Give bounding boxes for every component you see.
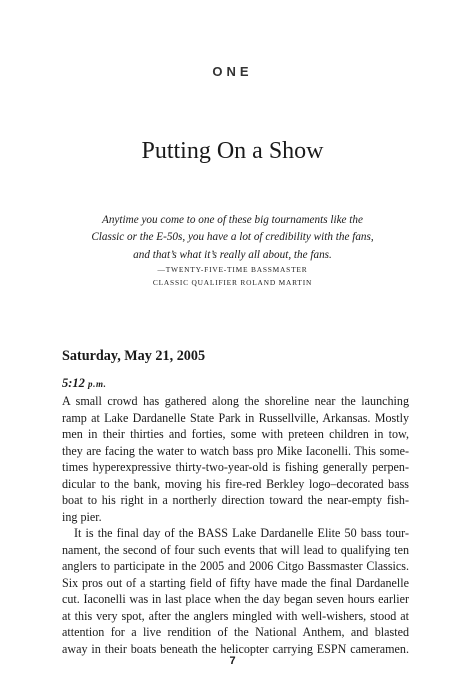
paragraph-2 xyxy=(62,525,409,657)
text-line: attention for a live rendition of the National Anthem, and blasted xyxy=(62,625,409,639)
chapter-number: ONE xyxy=(212,64,253,79)
text-line: nament, the second of four such events that will lead to qualifying ten xyxy=(62,542,409,557)
paragraph-1 xyxy=(62,393,409,525)
text-line: It is the final day of the BASS Lake Dardanelle Elite 50 bass tour- xyxy=(74,526,409,540)
epigraph xyxy=(60,212,405,264)
body-text xyxy=(62,393,409,657)
epigraph-attribution xyxy=(60,264,405,289)
page-number: 7 xyxy=(229,655,236,667)
chapter-title: Putting On a Show xyxy=(141,138,324,164)
text-line: boat to his right in a northerly direction toward the near-empty fish- xyxy=(62,493,409,507)
epigraph-line: Classic or the E-50s, you have a lot of credibility with the fans, xyxy=(91,231,374,244)
epigraph-line: and that’s what it’s really all about, the fans. xyxy=(133,248,332,261)
text-line: cut. Iaconelli was in last place when the day began seven hours earlier xyxy=(62,592,409,606)
text-line: A small crowd has gathered along the shoreline near the launching xyxy=(62,394,409,408)
epigraph-line: Anytime you come to one of these big tournaments like the xyxy=(102,214,363,226)
text-line: anglers to participate in the 2005 and 2006 Citgo Bassmaster Classics. xyxy=(62,559,409,573)
text-line: ramp at Lake Dardanelle State Park in Russellville, Arkansas. Mostly xyxy=(62,410,409,425)
text-line: away in their boats beneath the helicopter carrying ESPN cameramen. xyxy=(62,641,409,656)
text-line: men in their thirties and forties, some with preteen children in tow, xyxy=(62,427,409,441)
text-line: ing pier. xyxy=(62,509,102,524)
attribution-line: CLASSIC QUALIFIER ROLAND MARTIN xyxy=(152,277,313,287)
time-stamp xyxy=(62,376,106,391)
text-line: dicular to the bank, moving his fire-red Berkley logo–decorated bass xyxy=(62,476,409,491)
attribution-line: —TWENTY-FIVE-TIME BASSMASTER xyxy=(157,265,308,274)
text-line: at this very spot, after the anglers mingled with well-wishers, stood at xyxy=(62,608,409,623)
section-date-heading: Saturday, May 21, 2005 xyxy=(62,348,206,364)
text-line: times hyperexpressive thirty-two-year-old is fishing generally perpen- xyxy=(62,460,409,474)
text-line: they are facing the water to watch bass pro Mike Iaconelli. This some- xyxy=(62,443,409,458)
text-line: Six pros out of a starting field of fifty have made the final Dardanelle xyxy=(62,575,409,590)
time-value: 5:12 xyxy=(62,376,85,390)
time-suffix: p.m. xyxy=(88,379,107,389)
